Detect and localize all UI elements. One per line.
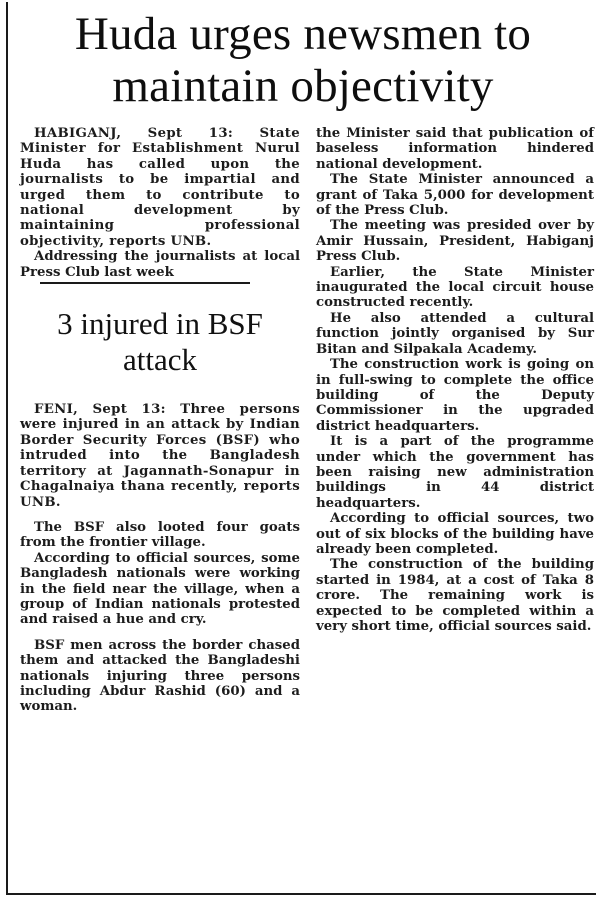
newspaper-clipping: [6, 2, 596, 895]
sidebar-paragraph: FENI, Sept 13: Three persons were injured in an attack by Indian Border Security Forces (BSF) who intruded into the Bangladesh territory at Jagannath-Sonapur in Chagalnaiya thana recently, reports UNB.: [20, 402, 300, 510]
article-paragraph: HABIGANJ, Sept 13: State Minister for Establishment Nurul Huda has called upon the journalists to be impartial and urged them to contribute to national development by maintaining professional objectivity, reports UNB.: [20, 126, 300, 249]
left-column: [20, 126, 300, 715]
divider-rule: [40, 282, 250, 284]
article-paragraph: He also attended a cultural function jointly organised by Sur Bitan and Silpakala Academy.: [316, 310, 594, 357]
sidebar-headline: 3 injured in BSF attack: [57, 306, 263, 378]
article-paragraph: The meeting was presided over by Amir Hussain, President, Habiganj Press Club.: [316, 218, 594, 265]
main-headline: Huda urges newsmen to maintain objectivity: [74, 8, 532, 112]
article-paragraph: Addressing the journalists at local Press Club last week: [20, 249, 300, 280]
sidebar-paragraph: According to official sources, some Bangladesh nationals were working in the field near the village, when a group of Indian nationals protested and raised a hue and cry.: [20, 550, 300, 628]
sidebar-paragraph: The BSF also looted four goats from the frontier village.: [20, 519, 300, 551]
sidebar-paragraph: BSF men across the border chased them and attacked the Bangladeshi nationals injuring three persons including Abdur Rashid (60) and a woman.: [20, 637, 300, 715]
article-paragraph: Earlier, the State Minister inaugurated the local circuit house constructed recently.: [316, 264, 594, 311]
article-paragraph: It is a part of the programme under which the government has been raising new administration buildings in 44 district headquarters.: [316, 434, 594, 511]
article-paragraph: The State Minister announced a grant of Taka 5,000 for development of the Press Club.: [316, 172, 594, 219]
article-paragraph: According to official sources, two out of six blocks of the building have already been completed.: [316, 511, 594, 557]
article-paragraph: the Minister said that publication of baseless information hindered national development.: [316, 126, 594, 172]
right-column: [316, 126, 594, 634]
article-paragraph: The construction of the building started in 1984, at a cost of Taka 8 crore. The remaining work is expected to be completed within a very short time, official sources said.: [316, 557, 594, 634]
article-paragraph: The construction work is going on in full-swing to complete the office building of the Deputy Commissioner in the upgraded district headquarters.: [316, 357, 594, 434]
